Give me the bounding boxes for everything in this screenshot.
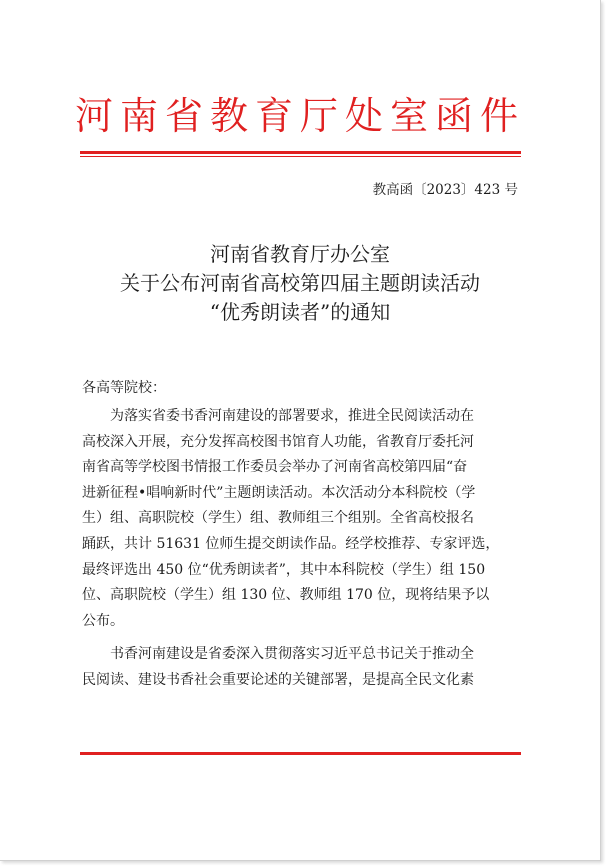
document-body	[82, 404, 532, 694]
body-line: 为落实省委书香河南建设的部署要求，推进全民阅读活动在	[82, 408, 474, 424]
title-line: 关于公布河南省高校第四届主题朗读活动	[120, 271, 480, 295]
body-line: 最终评选出 450 位“优秀朗读者”，其中本科院校（学生）组 150	[82, 561, 486, 578]
body-line: 高校深入开展，充分发挥高校图书馆育人功能，省教育厅委托河	[82, 433, 474, 450]
letterhead-title: 河南省教育厅处室函件	[74, 94, 525, 138]
body-line: 踊跃，共计 51631 位师生提交朗读作品。经学校推荐、专家评选，	[82, 535, 500, 552]
body-line: 南省高等学校图书情报工作委员会举办了河南省高校第四届“奋	[82, 459, 468, 476]
letterhead-divider	[80, 151, 521, 154]
body-line: 位、高职院校（学生）组 130 位、教师组 170 位，现将结果予以	[82, 587, 490, 604]
body-line: 书香河南建设是省委深入贯彻落实习近平总书记关于推动全	[82, 646, 474, 663]
title-line: “优秀朗读者”的通知	[209, 300, 391, 324]
document-title	[0, 240, 600, 327]
body-line: 进新征程•唱响新时代”主题朗读活动。本次活动分本科院校（学	[82, 484, 476, 501]
title-line: 河南省教育厅办公室	[210, 242, 390, 266]
salutation: 各高等院校：	[82, 380, 166, 396]
paragraph-gap	[82, 634, 532, 642]
body-line: 生）组、高职院校（学生）组、教师组三个组别。全省高校报名	[82, 510, 474, 527]
letterhead-divider-thin	[80, 156, 521, 157]
body-line: 民阅读、建设书香社会重要论述的关键部署，是提高全民文化素	[82, 671, 474, 688]
footer-divider	[80, 752, 521, 755]
document-number: 教高函〔2023〕423 号	[372, 182, 518, 198]
body-line: 公布。	[82, 612, 124, 629]
